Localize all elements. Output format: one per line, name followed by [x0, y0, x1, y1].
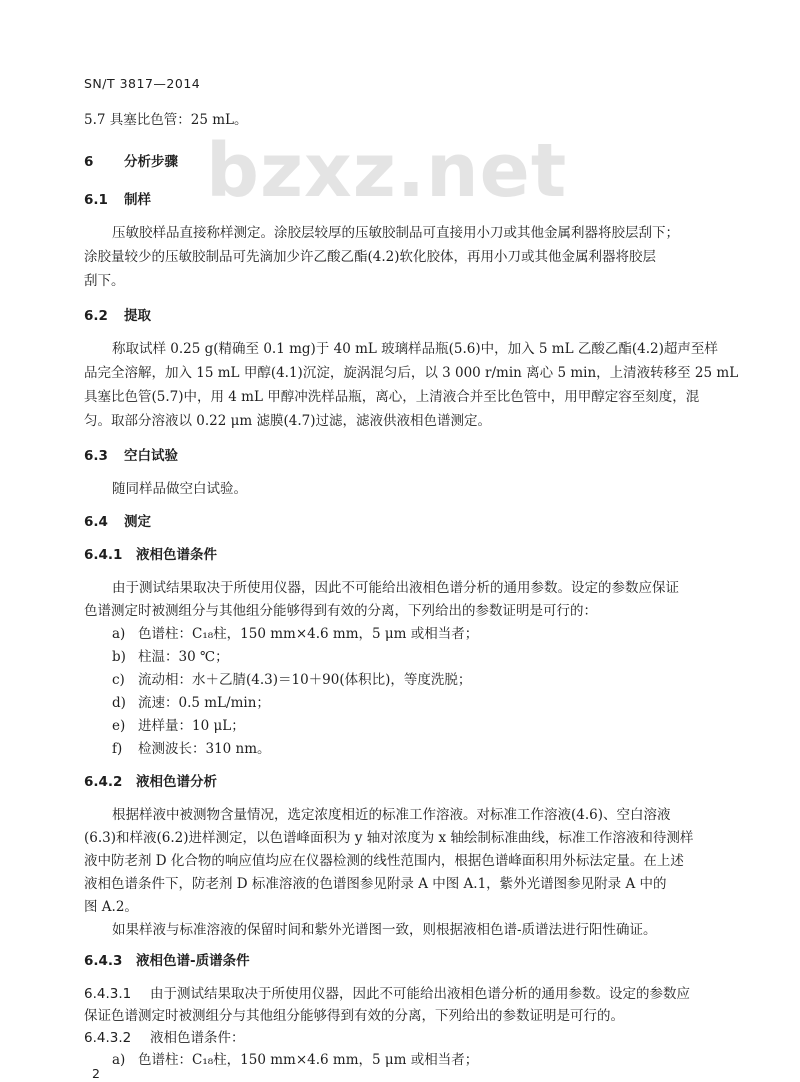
list-item [112, 716, 245, 736]
clause-number: 6.4.3.2 [84, 1030, 132, 1046]
list-item [112, 693, 270, 713]
section-number: 6.4.1 [84, 547, 123, 563]
list-text: 柱温：30 ℃； [138, 649, 229, 665]
paragraph-line: 压敏胶样品直接称样测定。涂胶层较厚的压敏胶制品可直接用小刀或其他金属利器将胶层刮下； [112, 225, 679, 241]
clause-5-7: 5.7 具塞比色管：25 mL。 [84, 112, 248, 128]
paragraph-line: 由于测试结果取决于所使用仪器，因此不可能给出液相色谱分析的通用参数。设定的参数应保证 [112, 580, 679, 596]
section-number: 6.4.3 [84, 953, 123, 969]
list-marker: a) [112, 626, 126, 642]
section-number: 6.2 [84, 308, 108, 324]
section-title: 制样 [124, 192, 151, 208]
watermark-logo: bzxz.net [206, 128, 568, 214]
paragraph-text: 液相色谱条件： [150, 1030, 245, 1046]
section-title: 液相色谱分析 [136, 774, 217, 790]
list-text: 流速：0.5 mL/min； [138, 695, 270, 711]
list-marker: b) [112, 649, 126, 665]
section-title: 液相色谱-质谱条件 [136, 953, 250, 969]
section-number: 6 [84, 154, 94, 170]
paragraph-line: 品完全溶解，加入 15 mL 甲醇(4.1)沉淀，旋涡混匀后，以 3 000 r/min 离心 5 min，上清液转移至 25 mL [84, 365, 739, 381]
section-title: 空白试验 [124, 448, 178, 464]
section-6-4-2-heading [84, 772, 217, 792]
list-text: 色谱柱：C₁₈柱，150 mm×4.6 mm，5 μm 或相当者； [138, 1052, 479, 1068]
paragraph-line: 根据样液中被测物含量情况，选定浓度相近的标准工作溶液。对标准工作溶液(4.6)、空白溶液 [112, 807, 671, 823]
paragraph-line: 液相色谱条件下，防老剂 D 标准溶液的色谱图参见附录 A 中图 A.1，紫外光谱图参见附录 A 中的 [84, 876, 667, 892]
paragraph-line: 如果样液与标准溶液的保留时间和紫外光谱图一致，则根据液相色谱-质谱法进行阳性确证。 [112, 922, 657, 938]
section-number: 6.3 [84, 448, 108, 464]
paragraph-line: 刮下。 [84, 273, 125, 289]
list-item [112, 670, 471, 690]
paragraph-line: 图 A.2。 [84, 899, 138, 915]
section-title: 分析步骤 [124, 154, 178, 170]
section-6-2-heading [84, 306, 151, 326]
list-marker: c) [112, 672, 125, 688]
section-6-4-1-heading [84, 545, 217, 565]
paragraph-line: 色谱测定时被测组分与其他组分能够得到有效的分离，下列给出的参数证明是可行的： [84, 603, 597, 619]
paragraph-text: 由于测试结果取决于所使用仪器，因此不可能给出液相色谱分析的通用参数。设定的参数应 [150, 986, 690, 1002]
clause-6-4-3-2 [84, 1028, 245, 1048]
paragraph-line: 称取试样 0.25 g(精确至 0.1 mg)于 40 mL 玻璃样品瓶(5.6)中，加入 5 mL 乙酸乙酯(4.2)超声至样 [112, 341, 718, 357]
clause-6-4-3-1 [84, 984, 690, 1004]
section-title: 测定 [124, 514, 151, 530]
list-text: 检测波长：310 nm。 [138, 741, 271, 757]
section-6-4-3-heading [84, 951, 250, 971]
list-marker: f) [112, 741, 123, 757]
paragraph-line: (6.3)和样液(6.2)进样测定，以色谱峰面积为 y 轴对浓度为 x 轴绘制标准曲线，标准工作溶液和待测样 [84, 830, 694, 846]
list-text: 流动相：水＋乙腈(4.3)＝10＋90(体积比)，等度洗脱； [138, 672, 472, 688]
paragraph-line: 匀。取部分溶液以 0.22 μm 滤膜(4.7)过滤，滤液供液相色谱测定。 [84, 413, 492, 429]
list-marker: a) [112, 1052, 126, 1068]
section-6-4-heading [84, 512, 151, 532]
list-item [112, 739, 271, 759]
list-text: 进样量：10 μL； [138, 718, 245, 734]
section-title: 液相色谱条件 [136, 547, 217, 563]
list-item [112, 624, 478, 644]
list-marker: d) [112, 695, 126, 711]
paragraph-line: 具塞比色管(5.7)中，用 4 mL 甲醇冲洗样品瓶，离心，上清液合并至比色管中，用甲醇定容至刻度，混 [84, 389, 700, 405]
section-title: 提取 [124, 308, 151, 324]
section-6-1-heading [84, 190, 151, 210]
standard-header: SN/T 3817—2014 [84, 76, 201, 91]
paragraph-line: 保证色谱测定时被测组分与其他组分能够得到有效的分离，下列给出的参数证明是可行的。 [84, 1008, 624, 1024]
page-number: 2 [92, 1066, 100, 1081]
list-item [112, 1050, 478, 1070]
list-text: 色谱柱：C₁₈柱，150 mm×4.6 mm，5 μm 或相当者； [138, 626, 479, 642]
list-item [112, 647, 229, 667]
section-number: 6.1 [84, 192, 108, 208]
section-number: 6.4.2 [84, 774, 123, 790]
paragraph-line: 涂胶量较少的压敏胶制品可先滴加少许乙酸乙酯(4.2)软化胶体，再用小刀或其他金属利器将胶层 [84, 249, 657, 265]
clause-number: 6.4.3.1 [84, 986, 132, 1002]
list-marker: e) [112, 718, 126, 734]
paragraph-line: 液中防老剂 D 化合物的响应值均应在仪器检测的线性范围内，根据色谱峰面积用外标法定量。在上述 [84, 853, 684, 869]
section-6-3-heading [84, 446, 178, 466]
section-6-heading [84, 152, 178, 172]
paragraph-line: 随同样品做空白试验。 [112, 481, 247, 497]
section-number: 6.4 [84, 514, 108, 530]
